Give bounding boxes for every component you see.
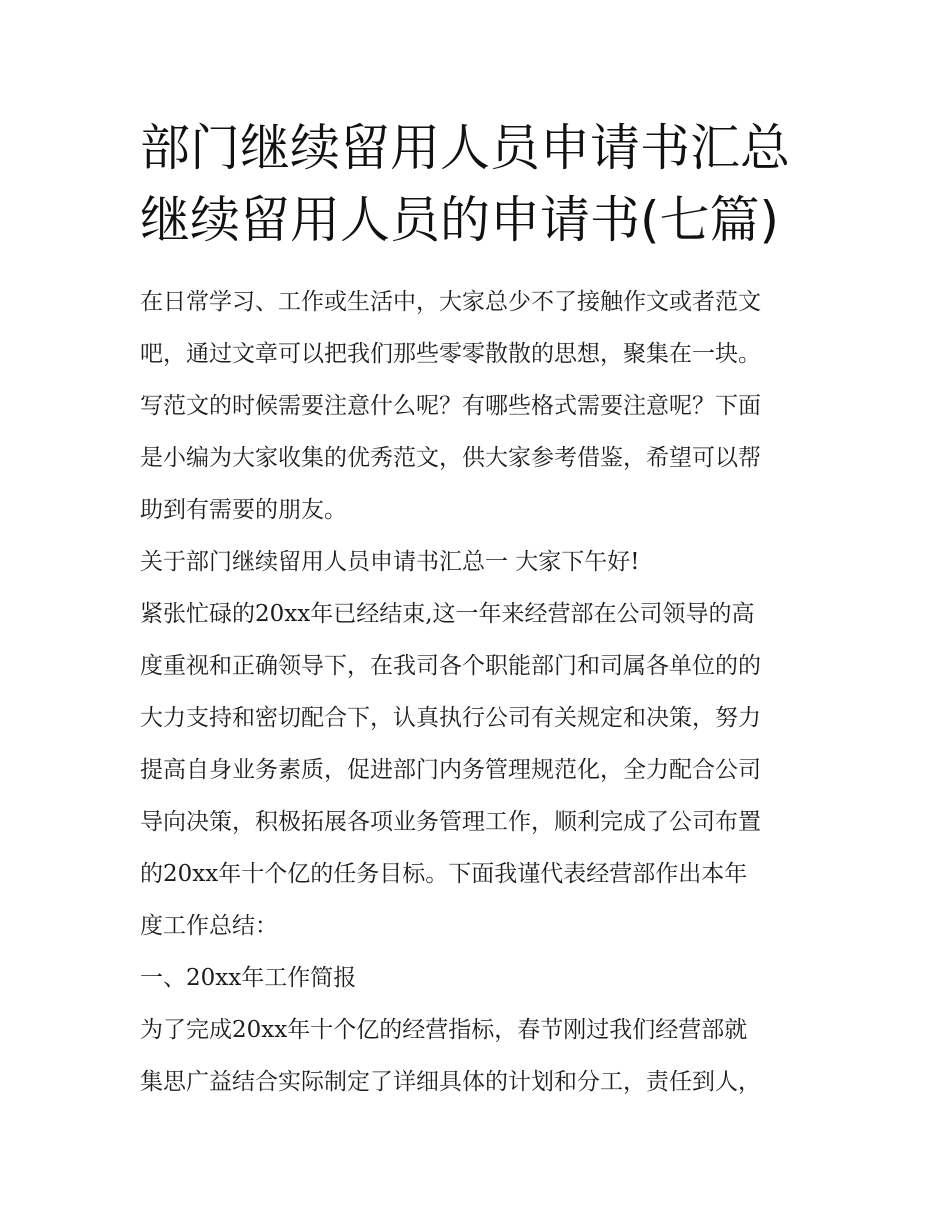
text-line: 为了完成20xx年十个亿的经营指标，春节刚过我们经营部就 bbox=[140, 1017, 748, 1043]
text-line: 导向决策，积极拓展各项业务管理工作，顺利完成了公司布置 bbox=[140, 809, 761, 835]
text-line: 吧，通过文章可以把我们那些零零散散的思想，聚集在一块。 bbox=[140, 341, 761, 367]
text-line: 的20xx年十个亿的任务目标。下面我谨代表经营部作出本年 bbox=[140, 861, 748, 887]
document-body bbox=[140, 276, 820, 1108]
text-line: 大力支持和密切配合下，认真执行公司有关规定和决策，努力 bbox=[140, 705, 761, 731]
summary-paragraph bbox=[140, 588, 820, 952]
text-line: 一、20xx年工作简报 bbox=[140, 965, 357, 991]
text-line: 写范文的时候需要注意什么呢？有哪些格式需要注意呢？下面 bbox=[140, 393, 761, 419]
text-line: 集思广益结合实际制定了详细具体的计划和分工，责任到人， bbox=[140, 1069, 761, 1095]
text-line: 在日常学习、工作或生活中，大家总少不了接触作文或者范文 bbox=[140, 289, 761, 315]
title-line: 部门继续留用人员申请书汇总 bbox=[140, 119, 790, 177]
subheading-paragraph bbox=[140, 952, 820, 1004]
section-heading-paragraph bbox=[140, 536, 820, 588]
intro-paragraph bbox=[140, 276, 820, 536]
text-line: 是小编为大家收集的优秀范文，供大家参考借鉴，希望可以帮 bbox=[140, 445, 761, 471]
text-line: 关于部门继续留用人员申请书汇总一 大家下午好! bbox=[140, 549, 640, 575]
text-line: 度工作总结： bbox=[140, 913, 278, 939]
text-line: 度重视和正确领导下，在我司各个职能部门和司属各单位的的 bbox=[140, 653, 761, 679]
document-title bbox=[140, 112, 830, 256]
text-line: 提高自身业务素质，促进部门内务管理规范化，全力配合公司 bbox=[140, 757, 761, 783]
text-line: 助到有需要的朋友。 bbox=[140, 497, 347, 523]
work-report-paragraph bbox=[140, 1004, 820, 1108]
text-line: 紧张忙碌的20xx年已经结束,这一年来经营部在公司领导的高 bbox=[140, 601, 755, 627]
title-line: 继续留用人员的申请书(七篇) bbox=[140, 191, 780, 249]
